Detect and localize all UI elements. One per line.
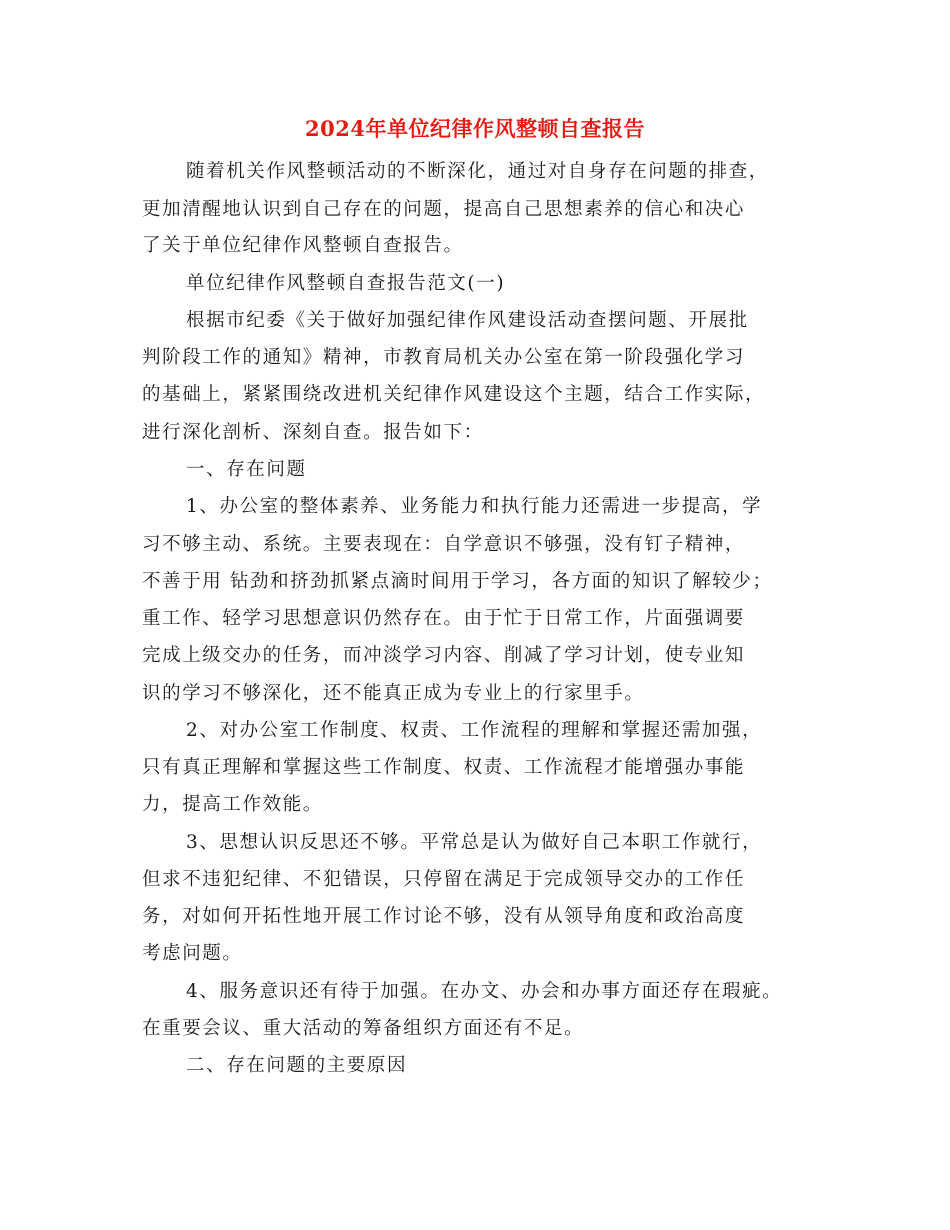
paragraph-line-item2-2: 只有真正理解和掌握这些工作制度、权责、工作流程才能增强办事能 [142,757,746,778]
paragraph-line-basis-3: 的基础上，紧紧围绕改进机关纪律作风建设这个主题，结合工作实际， [142,384,766,405]
paragraph-line-intro-1: 随着机关作风整顿活动的不断深化，通过对自身存在问题的排查， [186,161,769,182]
paragraph-line-item1-1: 1、办公室的整体素养、业务能力和执行能力还需进一步提高，学 [186,496,763,517]
paragraph-line-item1-3: 不善于用 钻劲和挤劲抓紧点滴时间用于学习，各方面的知识了解较少； [142,571,773,592]
paragraph-line-item3-2: 但求不违犯纪律、不犯错误，只停留在满足于完成领导交办的工作任 [142,869,746,890]
paragraph-line-item1-4: 重工作、轻学习思想意识仍然存在。由于忙于日常工作，片面强调要 [142,608,746,629]
paragraph-line-item1-6: 识的学习不够深化，还不能真正成为专业上的行家里手。 [142,683,645,704]
paragraph-line-item3-3: 务，对如何开拓性地开展工作讨论不够，没有从领导角度和政治高度 [142,906,746,927]
paragraph-line-item1-2: 习不够主动、系统。主要表现在：自学意识不够强，没有钉子精神， [142,534,746,555]
section-heading-causes: 二、存在问题的主要原因 [186,1055,408,1076]
document-title: 2024年单位纪律作风整顿自查报告 [305,116,645,141]
paragraph-line-item4-1: 4、服务意识还有待于加强。在办文、办会和办事方面还存在瑕疵。 [186,981,783,1002]
paragraph-line-intro-2: 更加清醒地认识到自己存在的问题，提高自己思想素养的信心和决心 [142,199,746,220]
paragraph-line-basis-2: 判阶段工作的通知》精神，市教育局机关办公室在第一阶段强化学习 [142,347,746,368]
paragraph-line-item3-1: 3、思想认识反思还不够。平常总是认为做好自己本职工作就行， [186,832,763,853]
subheading-sample-one: 单位纪律作风整顿自查报告范文(一) [186,273,506,294]
paragraph-line-item3-4: 考虑问题。 [142,943,243,964]
paragraph-line-item4-2: 在重要会议、重大活动的筹备组织方面还有不足。 [142,1018,585,1039]
paragraph-line-item1-5: 完成上级交办的任务，而冲淡学习内容、削减了学习计划，使专业知 [142,645,746,666]
paragraph-line-item2-3: 力，提高工作效能。 [142,794,323,815]
paragraph-line-item2-1: 2、对办公室工作制度、权责、工作流程的理解和掌握还需加强， [186,720,763,741]
paragraph-line-intro-3: 了关于单位纪律作风整顿自查报告。 [142,235,464,256]
paragraph-line-basis-1: 根据市纪委《关于做好加强纪律作风建设活动查摆问题、开展批 [186,310,749,331]
section-heading-problems: 一、存在问题 [186,459,307,480]
paragraph-line-basis-4: 进行深化剖析、深刻自查。报告如下： [142,422,484,443]
